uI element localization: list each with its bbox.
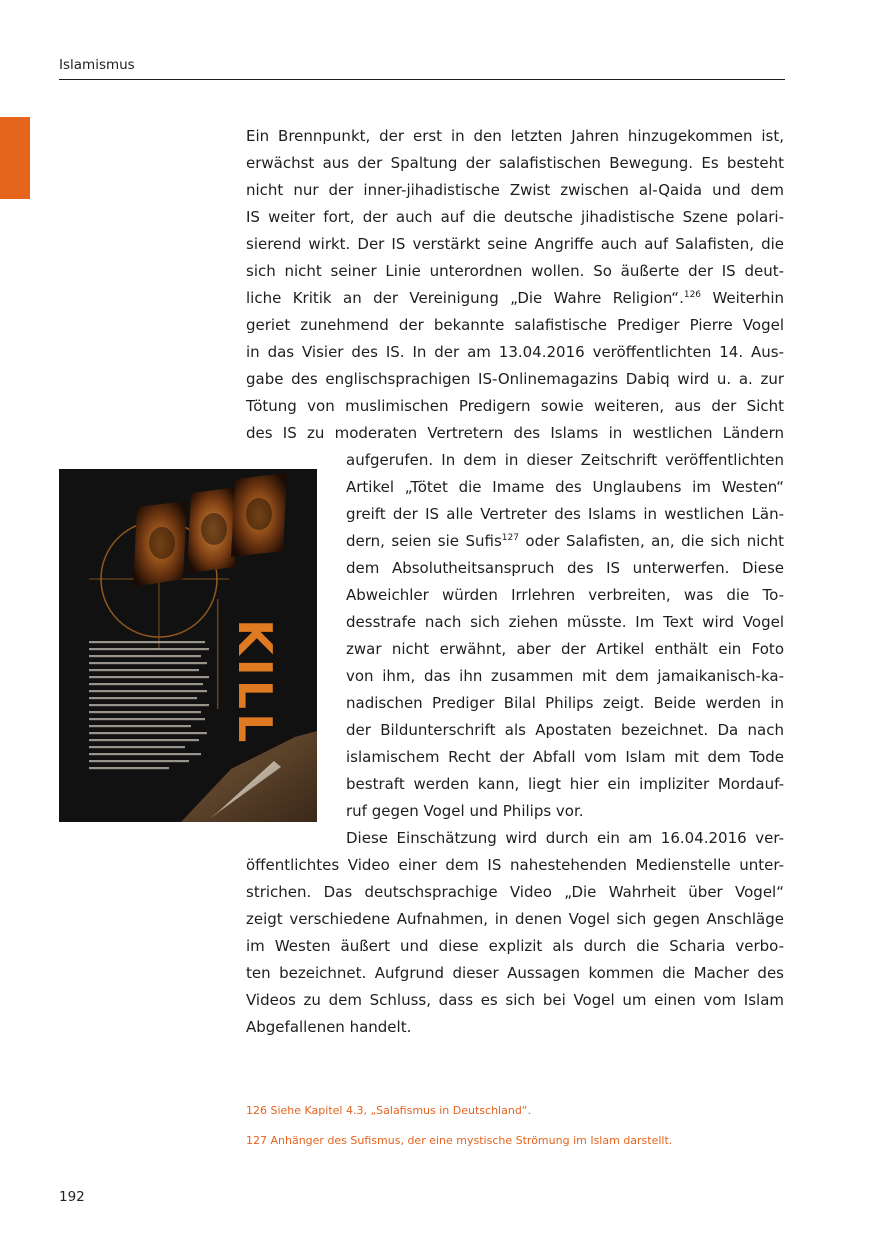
footnote-number: 127 — [246, 1134, 267, 1147]
text-line: desstrafe nach sich ziehen müsste. Im Text wird Vogel — [346, 613, 784, 631]
text-line: islamischem Recht der Abfall vom Islam mit dem Tode — [346, 748, 784, 766]
text-line: Abweichler würden Irrlehren verbreiten, was die To- — [346, 586, 784, 604]
text-line: Artikel „Tötet die Imame des Unglaubens im Westen“ — [346, 478, 784, 496]
footnote-ref-126: 126 — [683, 290, 702, 300]
text-line: Abgefallenen handelt. — [246, 1018, 412, 1036]
footnote-text: Siehe Kapitel 4.3, „Salafismus in Deutschland“. — [270, 1104, 531, 1117]
text-line: zeigt verschiedene Aufnahmen, in denen Vogel sich gegen Anschläge — [246, 910, 784, 928]
text-line: ruf gegen Vogel und Philips vor. — [346, 802, 584, 820]
running-title: Islamismus — [59, 57, 135, 73]
text-line: von ihm, das ihn zusammen mit dem jamaikanisch-ka- — [346, 667, 784, 685]
text-line: greift der IS alle Vertreter des Islams in westlichen Län- — [346, 505, 784, 523]
footnote-text: Anhänger des Sufismus, der eine mystische Strömung im Islam darstellt. — [270, 1134, 673, 1147]
text-line: des IS zu moderaten Vertretern des Islams in westlichen Ländern — [246, 424, 784, 442]
footnote-127 — [246, 1134, 784, 1148]
text-line: geriet zunehmend der bekannte salafistische Prediger Pierre Vogel — [246, 316, 784, 334]
text-line: Ein Brennpunkt, der erst in den letzten Jahren hinzugekommen ist, — [246, 127, 784, 145]
page-number: 192 — [59, 1189, 85, 1205]
text-line: ten bezeichnet. Aufgrund dieser Aussagen kommen die Macher des — [246, 964, 784, 982]
magazine-page-image — [59, 469, 317, 822]
footnotes — [246, 1104, 784, 1164]
text-line: nicht nur der inner-jihadistische Zwist zwischen al-Qaida und dem — [246, 181, 784, 199]
text-line-part: liche Kritik an der Vereinigung „Die Wahre Religion“. — [246, 289, 684, 307]
text-line: in das Visier des IS. In der am 13.04.2016 veröffentlichten 14. Aus- — [246, 343, 784, 361]
text-line: Diese Einschätzung wird durch ein am 16.04.2016 ver- — [346, 829, 784, 847]
text-line: sich nicht seiner Linie unterordnen wollen. So äußerte der IS deut- — [246, 262, 784, 280]
text-line: gabe des englischsprachigen IS-Onlinemagazins Dabiq wird u. a. zur — [246, 370, 784, 388]
magazine-illustration — [59, 469, 317, 822]
text-line: IS weiter fort, der auch auf die deutsche jihadistische Szene polari- — [246, 208, 784, 226]
text-line: dem Absolutheitsanspruch des IS unterwerfen. Diese — [346, 559, 784, 577]
text-line-part: oder Salafisten, an, die sich nicht — [518, 532, 784, 550]
text-line-part: Weiterhin — [712, 289, 784, 307]
text-line: bestraft werden kann, liegt hier ein impliziter Mordauf- — [346, 775, 784, 793]
text-line: aufgerufen. In dem in dieser Zeitschrift veröffentlichten — [346, 451, 784, 469]
text-line — [246, 285, 784, 312]
footnote-ref-127: 127 — [501, 533, 519, 543]
text-line: nadischen Prediger Bilal Philips zeigt. Beide werden in — [346, 694, 784, 712]
footnote-number: 126 — [246, 1104, 267, 1117]
text-line: Videos zu dem Schluss, dass es sich bei Vogel um einen vom Islam — [246, 991, 784, 1009]
text-line: öffentlichtes Video einer dem IS nahestehenden Medienstelle unter- — [246, 856, 784, 874]
body-text — [246, 123, 784, 1041]
text-line: der Bildunterschrift als Apostaten bezeichnet. Da nach — [346, 721, 784, 739]
text-line: Tötung von muslimischen Predigern sowie weiteren, aus der Sicht — [246, 397, 784, 415]
text-line: sierend wirkt. Der IS verstärkt seine Angriffe auch auf Salafisten, die — [246, 235, 784, 253]
text-line: erwächst aus der Spaltung der salafistischen Bewegung. Es besteht — [246, 154, 784, 172]
text-line: strichen. Das deutschsprachige Video „Die Wahrheit über Vogel“ — [246, 883, 784, 901]
text-line: im Westen äußert und diese explizit als durch die Scharia verbo- — [246, 937, 784, 955]
text-line-part: dern, seien sie Sufis — [346, 532, 502, 550]
chapter-tab-marker — [0, 117, 30, 199]
text-line — [346, 528, 784, 555]
header-rule — [59, 79, 785, 80]
footnote-126 — [246, 1104, 784, 1118]
text-line: zwar nicht erwähnt, aber der Artikel enthält ein Foto — [346, 640, 784, 658]
magazine-headline: KILL — [228, 619, 282, 747]
